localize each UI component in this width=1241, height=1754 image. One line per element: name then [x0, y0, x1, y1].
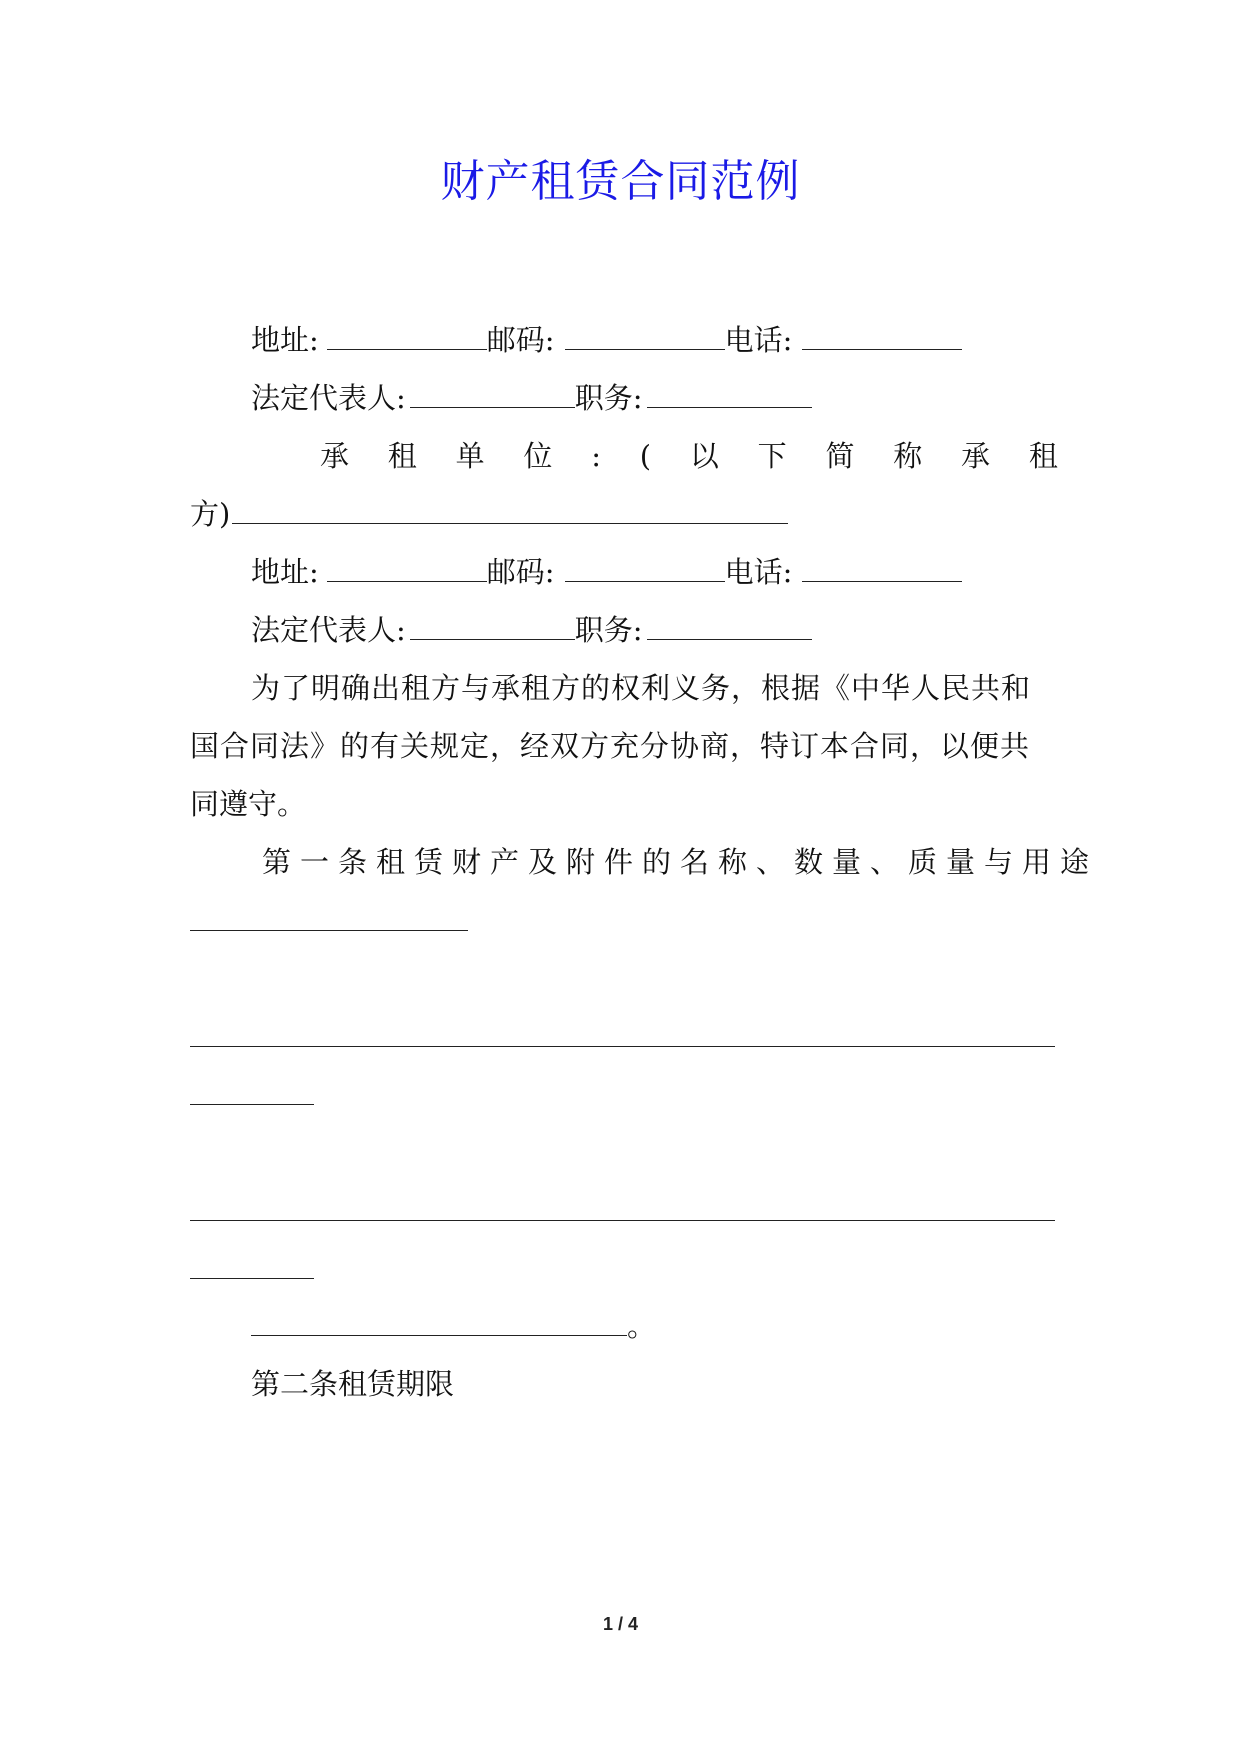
postcode-blank [565, 553, 725, 582]
position-label: 职务: [574, 381, 643, 415]
postcode-label: 邮码: [486, 323, 555, 357]
lessee-unit-char: ( [639, 439, 652, 473]
lessee-unit-char: 称 [893, 439, 923, 473]
phone-label: 电话: [724, 555, 793, 589]
lessee-unit-char: 单 [455, 439, 485, 473]
lessee-unit-char: 承 [320, 439, 350, 473]
article1-final-line [251, 1306, 1058, 1346]
phone-label: 电话: [724, 323, 793, 357]
postcode-label: 邮码: [486, 555, 555, 589]
article1-rule [190, 1220, 1055, 1221]
document-title: 财产租赁合同范例 [440, 156, 801, 207]
lessee-unit-char: 租 [1028, 439, 1058, 473]
lessee-unit-char: 以 [689, 439, 719, 473]
page-indicator: 1 / 4 [602, 1614, 639, 1634]
intro-line: 同遵守。 [190, 787, 307, 821]
address-label: 地址: [251, 555, 319, 589]
article2-heading: 第二条租赁期限 [251, 1367, 455, 1401]
position-blank [647, 611, 812, 640]
rep-blank [410, 379, 575, 408]
address-label: 地址: [251, 323, 319, 357]
rep-blank [410, 611, 575, 640]
address-blank [327, 321, 487, 350]
intro-line: 国合同法》的有关规定，经双方充分协商，特订本合同，以便共 [190, 729, 1031, 763]
article1-heading: 第一条租赁财产及附件的名称、数量、质量与用途 [262, 845, 1099, 879]
article1-rule [190, 930, 468, 931]
lessee-unit-char: 承 [961, 439, 991, 473]
article1-end-punct: 。 [627, 1309, 657, 1343]
lessor-contact-line [251, 320, 1058, 360]
lessee-unit-char: 位 [523, 439, 553, 473]
position-label: 职务: [574, 613, 643, 647]
article1-final-blank [251, 1307, 627, 1336]
postcode-blank [565, 321, 725, 350]
article1-rule [190, 1104, 314, 1105]
lessee-unit-char: : [591, 439, 601, 473]
lessee-contact-line [251, 552, 1058, 592]
intro-line: 为了明确出租方与承租方的权利义务，根据《中华人民共和 [251, 671, 1032, 705]
rep-label: 法定代表人: [251, 381, 406, 415]
address-blank [327, 553, 487, 582]
lessee-unit-char: 下 [757, 439, 787, 473]
phone-blank [802, 553, 962, 582]
lessee-rep-line [251, 610, 1058, 650]
phone-blank [802, 321, 962, 350]
lessee-unit-cont-text: 方) [190, 497, 231, 531]
article1-rule [190, 1046, 1055, 1047]
lessor-rep-line [251, 378, 1058, 418]
rep-label: 法定代表人: [251, 613, 406, 647]
lessee-unit-blank [232, 495, 788, 524]
lessee-unit-line [320, 436, 1058, 476]
lessee-unit-char: 租 [387, 439, 417, 473]
article1-rule [190, 1278, 314, 1279]
lessee-unit-continuation [190, 494, 1058, 534]
lessee-unit-char: 简 [825, 439, 855, 473]
position-blank [647, 379, 812, 408]
